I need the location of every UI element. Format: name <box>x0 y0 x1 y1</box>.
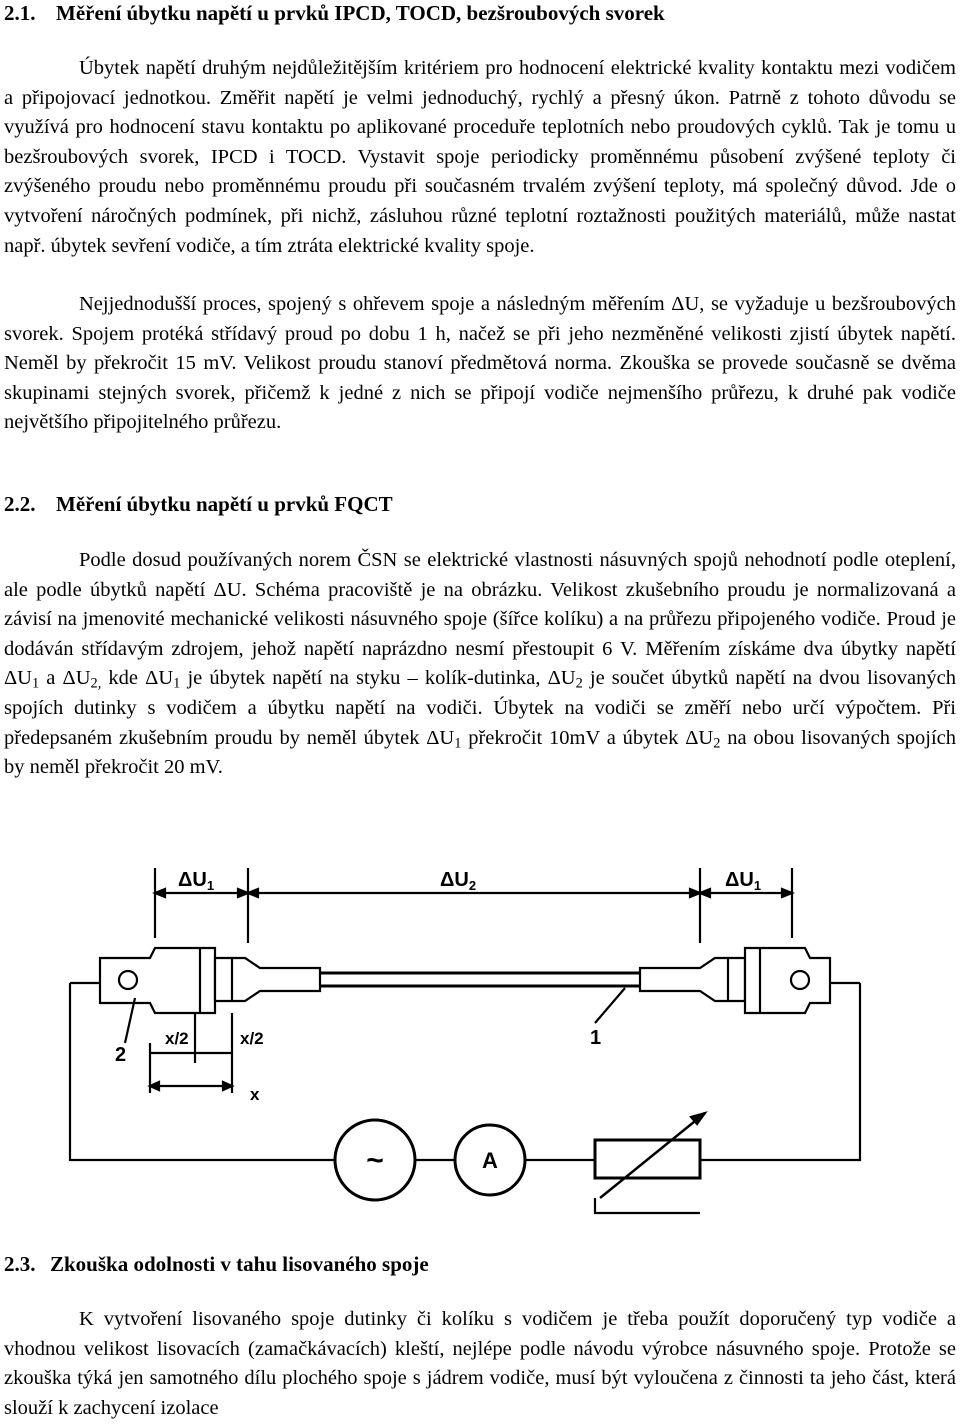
paragraph-text: kde <box>101 667 146 690</box>
label-half-x-left: x/2 <box>165 1029 189 1048</box>
subscript: 1 <box>173 675 181 692</box>
paragraph-2-2 <box>4 546 956 783</box>
paragraph-text: Nejjednodušší proces, spojený s ohřevem spoje a následným měřením ΔU, se vyžaduje u bezšroubových svorek. Spojem protéká střídavý proud po dobu 1 h, načež se při jeho nezměněné velikosti zjistí úbytek napětí. Neměl by překročit 15 mV. Velikost proudu stanoví předmětová norma. Zkouška se provede současně se dvěma skupinami stejných svorek, přičemž k jedné z nich se připojí vodiče nejmenšího průřezu, k druhé pak vodiče největšího připojitelného průřezu. <box>4 293 956 434</box>
source-symbol-label: ~ <box>366 1144 384 1177</box>
delta-u-symbol: ΔU <box>145 667 174 690</box>
section-number: 2.2. <box>4 492 36 516</box>
label-du1-left: $\Delta U_1$ <box>178 869 215 893</box>
paragraph-text: Podle dosud používaných norem ČSN se elektrické vlastnosti násuvných spojů nehodnotí podle oteplení, ale podle úbytků napětí ΔU. Schéma pracoviště je na obrázku. Velikost zkušebního proudu je normalizovaná a závisí na jmenovité mechanické velikosti násuvného spoje (šířce kolíku) a na průřezu připojeného vodiče. Proud je dodáván střídavým zdrojem, jehož napětí naprázdno nesmí přestoupit 6 V. Měřením získáme dva úbytky napětí <box>4 549 956 660</box>
paragraph-text: K vytvoření lisovaného spoje dutinky či kolíku s vodičem je třeba použít doporučený typ vodiče a vhodnou velikost lisovacích (zamačkávacích) kleští, nejlépe podle návodu výrobce násuvného spoje. Protože se zkouška týká jen samotného dílu plochého spoje s jádrem vodiče, musí být vyloučena z činnosti ta jeho část, která slouží k zachycení izolace <box>4 1308 956 1419</box>
paragraph-text: Úbytek napětí druhým nejdůležitějším kritériem pro hodnocení elektrické kvality kontaktu mezi vodičem a připojovací jednotkou. Změřit napětí je velmi jednoduchý, rychlý a přesný úkon. Patrně z tohoto důvodu se využívá pro hodnocení stavu kontaktu po aplikované proceduře teplotních nebo proudových cyklů. Tak je tomu u bezšroubových svorek, IPCD i TOCD. Vystavit spoje periodicky proměnnému působení zvýšené teploty či zvýšeného proudu nebo proměnnému proudu při současném trvalém zvýšení teploty, má společný důvod. Jde o vytvoření náročných podmínek, při nichž, zásluhou různé teplotní roztažnosti použitých materiálů, může nastat např. úbytek sevření vodiče, a tím ztráta elektrické kvality spoje. <box>4 57 956 257</box>
label-half-x-right: x/2 <box>240 1029 264 1048</box>
right-crimp-sleeve <box>640 958 745 1001</box>
label-x: x <box>250 1085 260 1104</box>
leader-1 <box>595 988 625 1023</box>
left-connector-housing <box>100 948 215 1013</box>
label-1: 1 <box>590 1027 602 1049</box>
subscript: 2 <box>575 675 583 692</box>
subscript: 2 <box>713 735 721 752</box>
paragraph-text: na obou lisovaných spojích by neměl překročit 20 mV. <box>4 726 956 779</box>
delta-u-symbol: ΔU <box>547 667 576 690</box>
section-title: Měření úbytku napětí u prvků IPCD, TOCD, bezšroubových svorek <box>56 1 665 25</box>
paragraph-2-1-b <box>4 290 956 438</box>
left-crimp-sleeve <box>215 958 320 1001</box>
paragraph-text: je součet úbytků napětí na dvou lisovaných spojích dutinky s vodičem a úbytku napětí na vodiči. Úbytek na vodiči se změří nebo určí výpočtem. Při předepsaném zkušebním proudu by neměl úbytek <box>4 667 956 749</box>
delta-u-symbol: ΔU <box>426 726 455 749</box>
paragraph-text: překročit 10mV a úbytek <box>461 726 686 749</box>
paragraph-2-1-a <box>4 54 956 261</box>
section-title: Měření úbytku napětí u prvků FQCT <box>56 492 393 516</box>
subscript: 1 <box>32 675 40 692</box>
label-du1-right: $\Delta U_1$ <box>725 869 762 893</box>
section-number: 2.1. <box>4 1 36 25</box>
resistor-bypass-wire <box>595 1198 700 1213</box>
label-du2: $\Delta U_2$ <box>440 869 477 893</box>
ammeter-label: A <box>482 1148 498 1173</box>
paragraph-text: je úbytek napětí na styku – kolík-dutinka, <box>180 667 548 690</box>
delta-u-symbol: ΔU <box>4 667 32 690</box>
subscript: 2, <box>90 675 102 692</box>
leader-2 <box>125 998 135 1043</box>
section-heading-2-1 <box>4 1 665 26</box>
label-2: 2 <box>115 1044 127 1066</box>
measurement-schematic-figure <box>0 848 960 1228</box>
section-title: Zkouška odolnosti v tahu lisovaného spoje <box>50 1252 429 1276</box>
paragraph-2-3 <box>4 1305 956 1423</box>
delta-u-symbol: ΔU <box>62 667 91 690</box>
subscript: 1 <box>454 735 462 752</box>
paragraph-text: a <box>39 667 63 690</box>
right-connector-housing <box>745 948 830 1013</box>
section-number: 2.3. <box>4 1252 36 1276</box>
schematic-svg <box>0 848 960 1228</box>
delta-u-symbol: ΔU <box>685 726 714 749</box>
section-heading-2-3 <box>4 1252 429 1277</box>
section-heading-2-2 <box>4 492 393 517</box>
